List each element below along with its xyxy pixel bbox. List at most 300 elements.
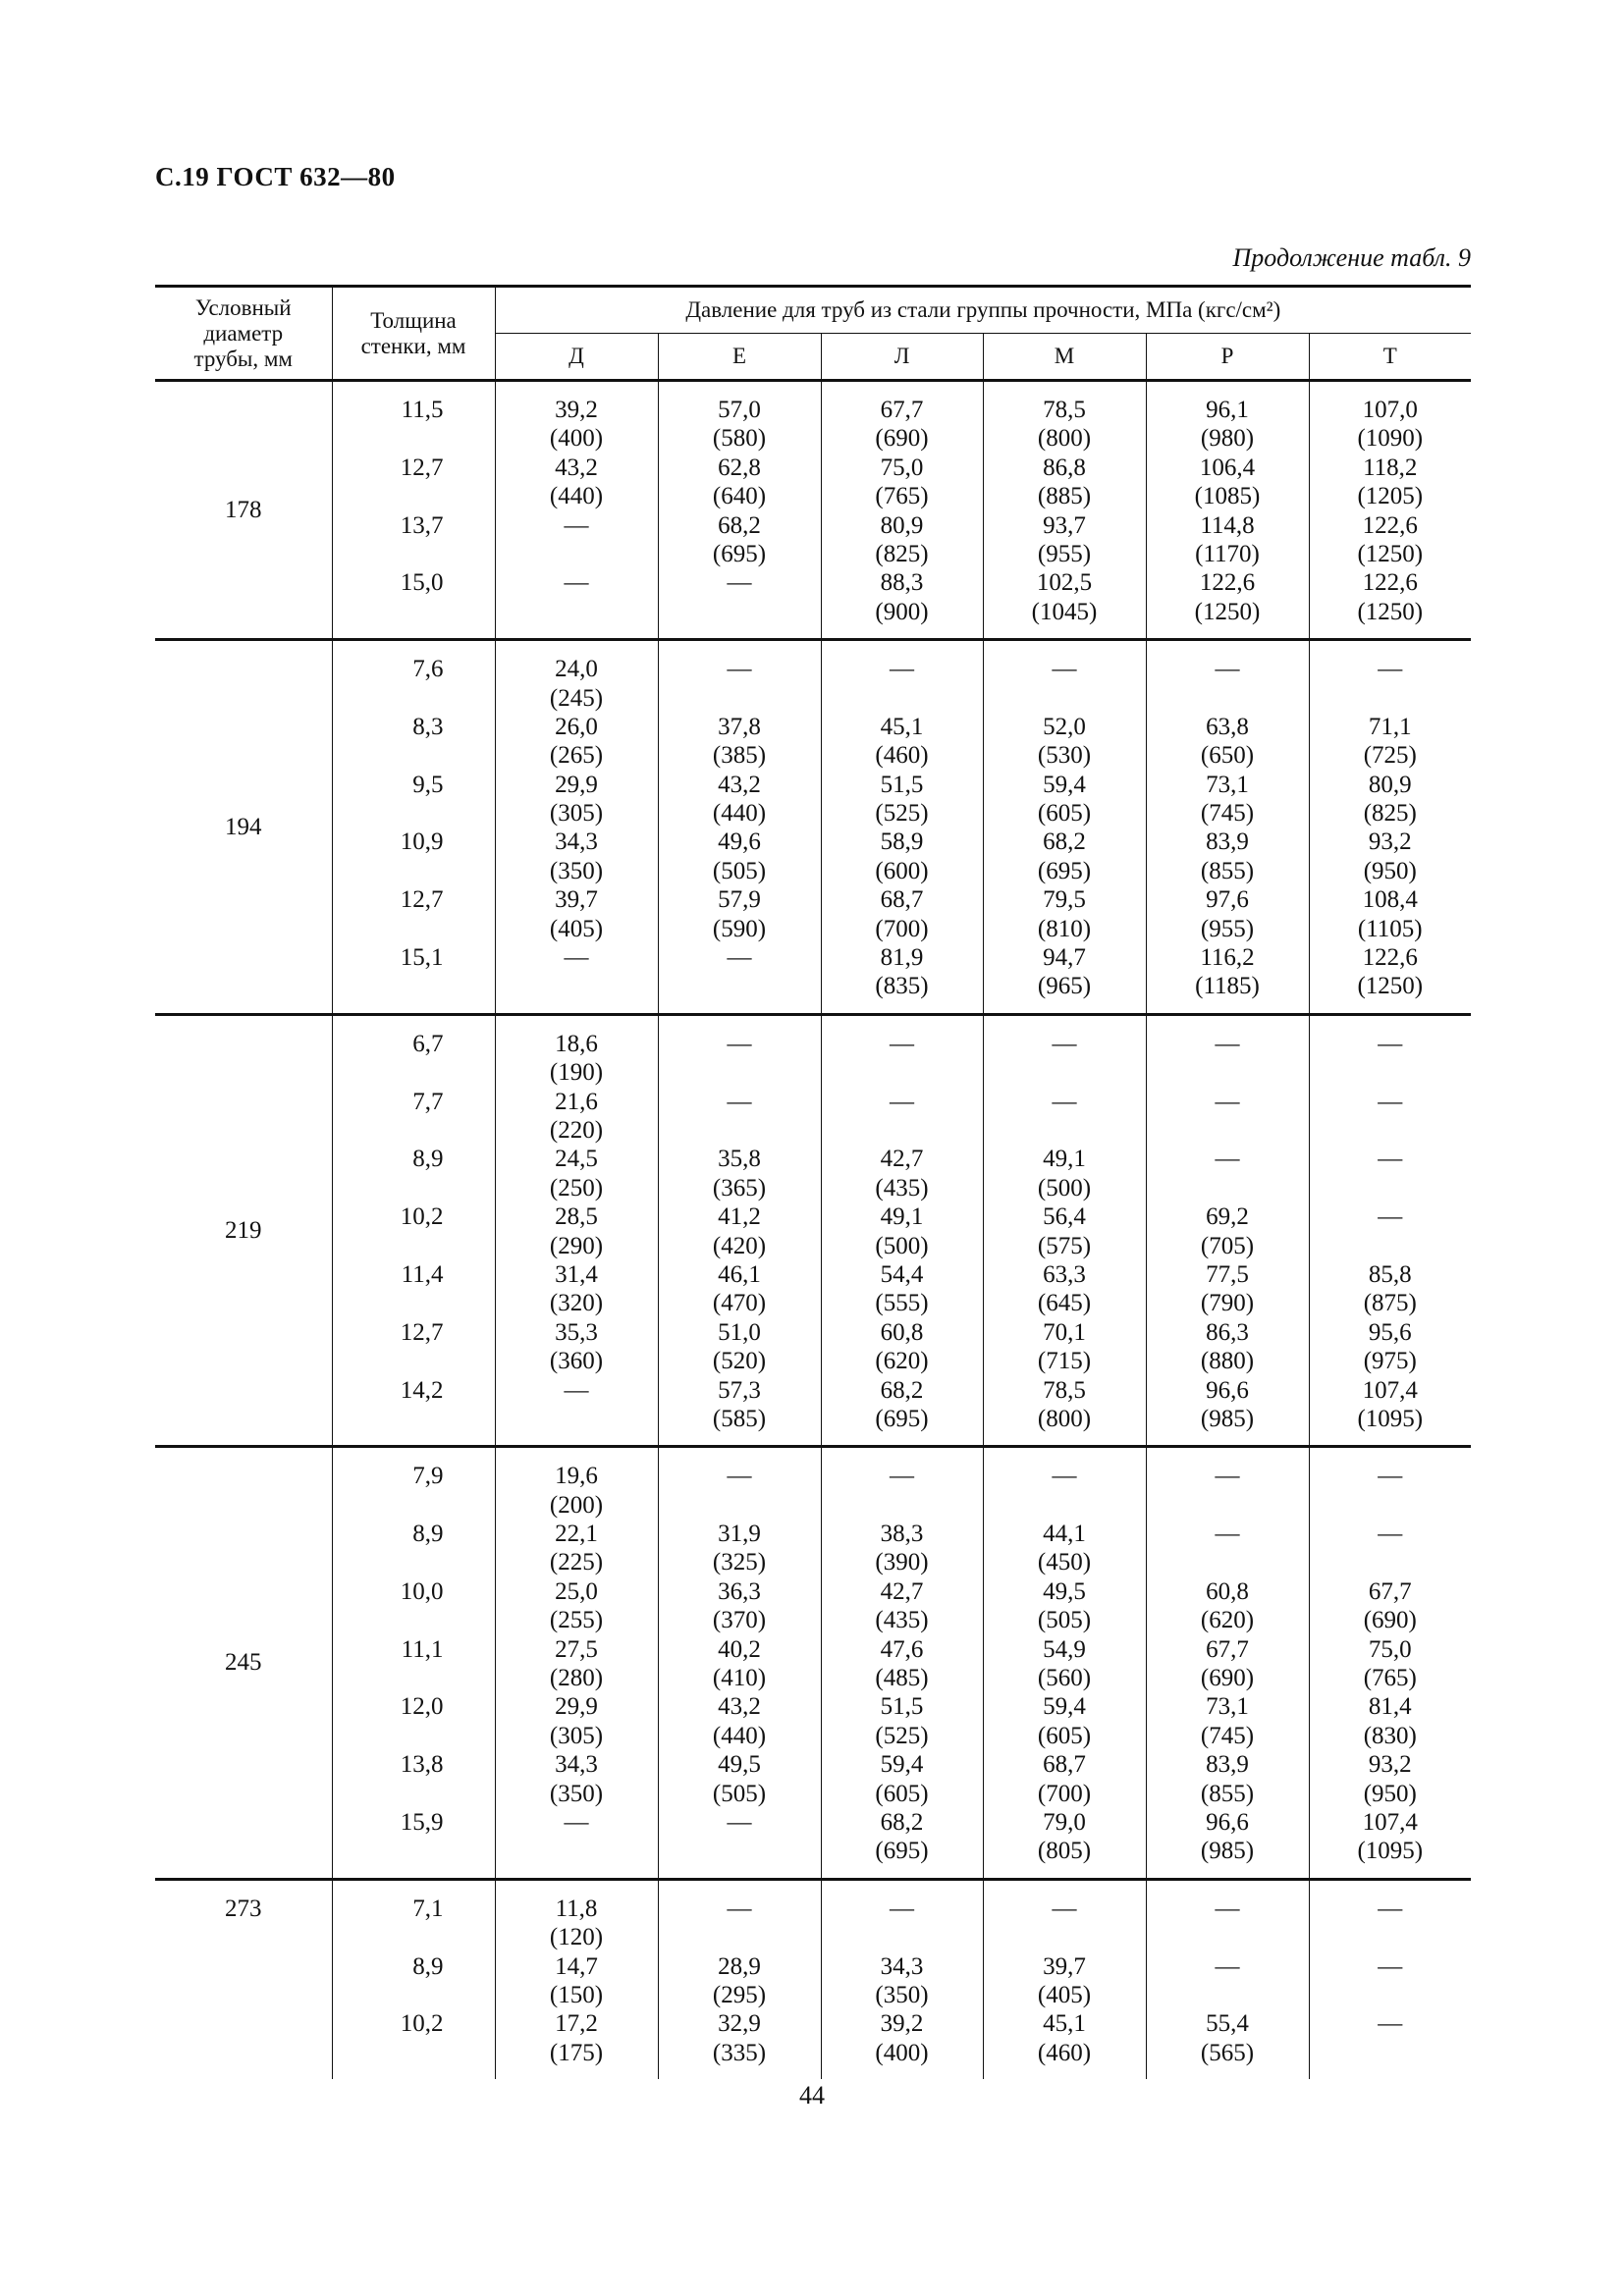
pressure-kgf: (690) — [875, 425, 929, 453]
pressure-mpa: — — [1215, 1088, 1240, 1115]
pressure-kgf: (1095) — [1357, 1838, 1424, 1865]
pressure-mpa: 71,1 — [1368, 713, 1412, 740]
pressure-cell — [821, 640, 983, 1015]
thickness-value: 7,1 — [412, 1895, 444, 1922]
pressure-kgf: (405) — [1037, 1981, 1092, 2008]
pressure-kgf — [1147, 1923, 1309, 1951]
pressure-mpa: — — [1378, 1203, 1403, 1231]
pressure-kgf — [1147, 1116, 1309, 1145]
pressure-mpa: 51,5 — [880, 1693, 924, 1721]
pressure-kgf: (250) — [549, 1174, 604, 1201]
pressure-mpa: 107,4 — [1362, 1376, 1418, 1404]
pressure-kgf — [659, 1923, 821, 1951]
pressure-mpa: 96,1 — [1206, 397, 1249, 423]
pressure-mpa: 85,8 — [1368, 1260, 1412, 1288]
pressure-mpa: 83,9 — [1206, 828, 1249, 856]
pressure-kgf: (695) — [1037, 857, 1092, 884]
pressure-kgf — [659, 684, 821, 713]
pressure-mpa: 28,9 — [718, 1952, 761, 1980]
spacer — [333, 1405, 444, 1433]
spacer — [333, 1837, 444, 1865]
pressure-kgf: (695) — [712, 540, 767, 567]
pressure-kgf: (745) — [1200, 1722, 1255, 1749]
pressure-mpa: 78,5 — [1043, 1376, 1086, 1404]
pressure-kgf — [659, 1058, 821, 1087]
pressure-mpa: 114,8 — [1200, 511, 1255, 539]
thickness-value: 8,9 — [412, 1146, 444, 1173]
diameter-cell: 273 — [155, 1879, 332, 2079]
pressure-mpa: 29,9 — [555, 771, 598, 798]
table-row — [155, 1447, 1471, 1879]
pressure-mpa: — — [1052, 1030, 1077, 1057]
pressure-kgf: (505) — [712, 1780, 767, 1807]
pressure-mpa: 34,3 — [880, 1952, 924, 1980]
spacer — [333, 1289, 444, 1317]
pressure-mpa: — — [890, 1895, 914, 1922]
pressure-mpa: — — [890, 656, 914, 683]
pressure-kgf: (705) — [1200, 1232, 1255, 1259]
pressure-kgf: (440) — [712, 800, 767, 828]
pressure-mpa: 68,2 — [718, 511, 761, 539]
pressure-kgf: (575) — [1037, 1232, 1092, 1259]
pressure-kgf: (985) — [1200, 1838, 1255, 1865]
pressure-mpa: 86,8 — [1043, 454, 1086, 481]
pressure-kgf: (605) — [1037, 800, 1092, 828]
pressure-kgf: (825) — [1363, 800, 1417, 828]
pressure-mpa: 36,3 — [718, 1577, 761, 1605]
pressure-mpa: 39,2 — [880, 2010, 924, 2038]
pressure-cell — [658, 640, 821, 1015]
pressure-mpa: 118,2 — [1363, 454, 1418, 481]
pressure-mpa: 67,7 — [1368, 1577, 1412, 1605]
pressure-mpa: 43,2 — [718, 1693, 761, 1721]
pressure-kgf: (305) — [549, 800, 604, 828]
pressure-kgf: (900) — [875, 598, 929, 625]
thickness-value: 12,7 — [400, 1318, 444, 1346]
pressure-kgf — [659, 1491, 821, 1520]
pressure-cell — [1309, 381, 1471, 640]
pressure-kgf: (1250) — [1357, 598, 1424, 625]
diameter-group — [155, 1879, 1471, 2079]
pressure-kgf: (350) — [875, 1981, 929, 2008]
thickness-value: 10,2 — [400, 1203, 444, 1231]
pressure-mpa: — — [727, 656, 752, 683]
spacer — [333, 598, 444, 626]
table-row — [155, 1014, 1471, 1446]
pressure-kgf — [1310, 1491, 1472, 1520]
pressure-cell — [1146, 1879, 1309, 2079]
pressure-kgf: (830) — [1363, 1722, 1417, 1749]
pressure-kgf — [1147, 1981, 1309, 2009]
spacer — [333, 1548, 444, 1576]
pressure-mpa: 83,9 — [1206, 1751, 1249, 1779]
pressure-kgf: (1205) — [1357, 483, 1424, 510]
pressure-kgf: (950) — [1363, 1780, 1417, 1807]
pressure-mpa: 73,1 — [1206, 771, 1249, 798]
pressure-mpa: — — [1378, 1088, 1403, 1115]
pressure-kgf: (360) — [549, 1348, 604, 1375]
pressure-mpa: — — [564, 1808, 589, 1836]
pressure-cell — [983, 1879, 1146, 2079]
pressure-kgf: (440) — [549, 483, 604, 510]
pressure-kgf: (400) — [549, 425, 604, 453]
diameter-group — [155, 381, 1471, 640]
pressure-mpa: — — [564, 1376, 589, 1404]
pressure-mpa: — — [1378, 2010, 1403, 2038]
pressure-mpa: — — [1378, 656, 1403, 683]
pressure-kgf: (485) — [875, 1665, 929, 1692]
pressure-kgf: (765) — [875, 483, 929, 510]
pressure-kgf — [496, 972, 658, 1000]
pressure-mpa: 68,7 — [1043, 1751, 1086, 1779]
pressure-mpa: 11,8 — [555, 1895, 598, 1922]
pressure-mpa: 51,0 — [718, 1318, 761, 1346]
pressure-kgf: (800) — [1037, 1405, 1092, 1432]
spacer — [333, 1116, 444, 1145]
pressure-cell — [821, 1879, 983, 2079]
pressure-kgf: (560) — [1037, 1665, 1092, 1692]
pressure-mpa: 56,4 — [1043, 1203, 1086, 1231]
pressure-kgf: (1170) — [1195, 540, 1260, 567]
pressure-mpa: 122,6 — [1362, 569, 1418, 597]
thickness-cell — [332, 640, 495, 1015]
pressure-mpa: — — [1378, 1463, 1403, 1490]
pressure-kgf — [822, 684, 983, 713]
header-grade: Т — [1382, 344, 1397, 368]
pressure-kgf: (695) — [875, 1405, 929, 1432]
pressure-kgf — [822, 1923, 983, 1951]
pressure-mpa: 88,3 — [880, 569, 924, 597]
pressure-kgf: (525) — [875, 1722, 929, 1749]
pressure-mpa: 46,1 — [718, 1260, 761, 1288]
pressure-kgf: (1185) — [1195, 973, 1260, 1000]
pressure-mpa: 39,2 — [555, 397, 598, 423]
spacer — [333, 1981, 444, 2009]
pressure-kgf: (700) — [1037, 1780, 1092, 1807]
pressure-mpa: 67,7 — [880, 397, 924, 423]
pressure-mpa: 24,5 — [555, 1146, 598, 1173]
pressure-mpa: 25,0 — [555, 1577, 598, 1605]
pressure-kgf: (385) — [712, 742, 767, 770]
pressure-mpa: 49,5 — [718, 1751, 761, 1779]
spacer — [333, 857, 444, 885]
pressure-mpa: — — [1378, 1146, 1403, 1173]
pressure-mpa: 68,2 — [880, 1376, 924, 1404]
pressure-mpa: 75,0 — [880, 454, 924, 481]
pressure-kgf: (580) — [712, 425, 767, 453]
thickness-value: 11,1 — [401, 1635, 444, 1663]
pressure-mpa: 59,4 — [1043, 771, 1086, 798]
diameter-cell: 219 — [155, 1014, 332, 1446]
table-continuation-note: Продолжение табл. 9 — [1232, 243, 1471, 272]
pressure-cell — [495, 1014, 658, 1446]
pressure-kgf: (565) — [1200, 2039, 1255, 2066]
pressure-kgf — [984, 1923, 1146, 1951]
pressure-mpa: 93,2 — [1368, 828, 1412, 856]
spacer — [333, 482, 444, 510]
pressure-mpa: 122,6 — [1362, 511, 1418, 539]
pressure-mpa: 49,1 — [880, 1203, 924, 1231]
pressure-kgf: (620) — [875, 1348, 929, 1375]
thickness-value: 10,9 — [400, 828, 444, 856]
pressure-cell — [495, 381, 658, 640]
pressure-kgf: (435) — [875, 1607, 929, 1634]
pressure-kgf: (835) — [875, 973, 929, 1000]
pressure-kgf — [1310, 1232, 1472, 1260]
pressure-mpa: 43,2 — [718, 771, 761, 798]
pressure-mpa: 81,9 — [880, 944, 924, 972]
header-pressure: Давление для труб из стали группы прочности, МПа (кгс/см²) — [495, 287, 1471, 334]
pressure-mpa: 63,3 — [1043, 1260, 1086, 1288]
pressure-mpa: — — [1215, 1952, 1240, 1980]
pressure-mpa: 60,8 — [880, 1318, 924, 1346]
pressure-kgf: (225) — [549, 1549, 604, 1576]
pressure-mpa: — — [1052, 1088, 1077, 1115]
spacer — [333, 540, 444, 568]
diameter-cell: 245 — [155, 1447, 332, 1879]
pressure-kgf — [496, 1405, 658, 1433]
thickness-value: 6,7 — [412, 1030, 444, 1057]
pressure-cell — [983, 1014, 1146, 1446]
pressure-kgf — [659, 598, 821, 626]
pressure-mpa: 60,8 — [1206, 1577, 1249, 1605]
pressure-mpa: 18,6 — [555, 1030, 598, 1057]
pressure-mpa: 59,4 — [1043, 1693, 1086, 1721]
pressure-mpa: 26,0 — [555, 713, 598, 740]
pressure-mpa: 49,5 — [1043, 1577, 1086, 1605]
thickness-value: 8,3 — [412, 713, 444, 740]
spacer — [333, 799, 444, 828]
spacer — [333, 1722, 444, 1750]
pressure-kgf: (715) — [1037, 1348, 1092, 1375]
pressure-mpa: 73,1 — [1206, 1693, 1249, 1721]
pressure-kgf — [822, 1491, 983, 1520]
pressure-kgf: (245) — [549, 684, 604, 712]
pressure-mpa: 70,1 — [1043, 1318, 1086, 1346]
pressure-kgf: (825) — [875, 540, 929, 567]
pressure-mpa: 79,0 — [1043, 1808, 1086, 1836]
pressure-mpa: 93,7 — [1043, 511, 1086, 539]
pressure-mpa: 80,9 — [880, 511, 924, 539]
thickness-value: 9,5 — [412, 771, 444, 798]
pressure-mpa: 39,7 — [555, 886, 598, 914]
header-grade: Е — [658, 334, 821, 381]
thickness-cell — [332, 1879, 495, 2079]
pressure-mpa: 106,4 — [1199, 454, 1256, 481]
pressure-kgf — [1147, 1058, 1309, 1087]
pressure-cell — [983, 1447, 1146, 1879]
pressure-kgf: (745) — [1200, 800, 1255, 828]
pressure-kgf: (640) — [712, 483, 767, 510]
pressure-cell — [821, 381, 983, 640]
pressure-kgf: (965) — [1037, 973, 1092, 1000]
pressure-kgf: (1095) — [1357, 1405, 1424, 1432]
thickness-value: 7,7 — [412, 1088, 444, 1115]
pressure-kgf: (790) — [1200, 1290, 1255, 1317]
pressure-mpa: 68,2 — [880, 1808, 924, 1836]
pressure-kgf — [822, 1116, 983, 1145]
pressure-mpa: 57,3 — [718, 1376, 761, 1404]
pressure-mpa: 86,3 — [1206, 1318, 1249, 1346]
pressure-mpa: — — [1378, 1030, 1403, 1057]
pressure-cell — [1309, 1879, 1471, 2079]
pressure-mpa: 59,4 — [880, 1751, 924, 1779]
pressure-mpa: 28,5 — [555, 1203, 598, 1231]
pressure-mpa: — — [1378, 1952, 1403, 1980]
pressure-mpa: — — [727, 1808, 752, 1836]
pressure-kgf: (620) — [1200, 1607, 1255, 1634]
pressure-mpa: 75,0 — [1368, 1635, 1412, 1663]
pressure-mpa: 54,4 — [880, 1260, 924, 1288]
thickness-value: 11,4 — [401, 1260, 444, 1288]
pressure-kgf: (1045) — [1031, 598, 1098, 625]
pressure-kgf: (335) — [712, 2039, 767, 2066]
pressure-kgf: (500) — [875, 1232, 929, 1259]
page-title: С.19 ГОСТ 632—80 — [155, 162, 396, 191]
pressure-table — [155, 285, 1471, 2079]
pressure-kgf: (505) — [712, 857, 767, 884]
spacer — [333, 1606, 444, 1634]
pressure-mpa: 77,5 — [1206, 1260, 1249, 1288]
pressure-kgf: (305) — [549, 1722, 604, 1749]
pressure-mpa: 55,4 — [1206, 2010, 1249, 2038]
pressure-cell — [983, 640, 1146, 1015]
pressure-kgf: (1250) — [1194, 598, 1261, 625]
pressure-mpa: 97,6 — [1206, 886, 1249, 914]
pressure-kgf: (405) — [549, 915, 604, 942]
pressure-kgf: (200) — [549, 1491, 604, 1519]
thickness-value: 12,7 — [400, 454, 444, 481]
pressure-kgf — [1147, 1491, 1309, 1520]
pressure-mpa: 39,7 — [1043, 1952, 1086, 1980]
page-number: 44 — [799, 2081, 825, 2109]
pressure-kgf: (700) — [875, 915, 929, 942]
pressure-kgf: (585) — [712, 1405, 767, 1432]
pressure-kgf: (975) — [1363, 1348, 1417, 1375]
pressure-mpa: 31,9 — [718, 1521, 761, 1548]
pressure-kgf: (450) — [1037, 1549, 1092, 1576]
pressure-mpa: 29,9 — [555, 1693, 598, 1721]
pressure-kgf: (220) — [549, 1116, 604, 1144]
pressure-mpa: 35,8 — [718, 1146, 761, 1173]
spacer — [333, 915, 444, 943]
pressure-kgf: (255) — [549, 1607, 604, 1634]
pressure-kgf — [1310, 1116, 1472, 1145]
pressure-mpa: 122,6 — [1199, 569, 1256, 597]
pressure-kgf: (690) — [1200, 1665, 1255, 1692]
pressure-cell — [1309, 1447, 1471, 1879]
pressure-cell — [1309, 1014, 1471, 1446]
pressure-kgf: (810) — [1037, 915, 1092, 942]
header-grade: Р — [1146, 334, 1309, 381]
pressure-kgf: (350) — [549, 1780, 604, 1807]
pressure-mpa: 34,3 — [555, 828, 598, 856]
pressure-mpa: 37,8 — [718, 713, 761, 740]
pressure-mpa: — — [1215, 656, 1240, 683]
pressure-kgf — [659, 972, 821, 1000]
pressure-mpa: — — [727, 1030, 752, 1057]
pressure-mpa: 32,9 — [718, 2010, 761, 2038]
pressure-kgf — [984, 1491, 1146, 1520]
pressure-mpa: 43,2 — [555, 454, 598, 481]
pressure-kgf — [496, 1837, 658, 1865]
pressure-kgf: (800) — [1037, 425, 1092, 453]
pressure-mpa: — — [727, 1463, 752, 1490]
thickness-value: 15,9 — [400, 1808, 444, 1836]
pressure-kgf: (980) — [1200, 425, 1255, 453]
pressure-mpa: 96,6 — [1206, 1808, 1249, 1836]
pressure-mpa: 21,6 — [555, 1088, 598, 1115]
pressure-kgf: (525) — [875, 800, 929, 828]
pressure-mpa: — — [1215, 1521, 1240, 1548]
pressure-cell — [1146, 1447, 1309, 1879]
pressure-mpa: 95,6 — [1368, 1318, 1412, 1346]
pressure-kgf — [822, 1058, 983, 1087]
pressure-kgf: (855) — [1200, 857, 1255, 884]
pressure-mpa: 108,4 — [1362, 886, 1418, 914]
pressure-kgf — [496, 598, 658, 626]
table-row — [155, 640, 1471, 1015]
diameter-group — [155, 1447, 1471, 1879]
pressure-kgf: (1090) — [1357, 425, 1424, 453]
spacer — [333, 1491, 444, 1520]
diameter-group — [155, 1014, 1471, 1446]
pressure-kgf: (985) — [1200, 1405, 1255, 1432]
pressure-mpa: 41,2 — [718, 1203, 761, 1231]
pressure-mpa: — — [1378, 1521, 1403, 1548]
pressure-kgf — [1310, 1981, 1472, 2009]
pressure-kgf: (555) — [875, 1290, 929, 1317]
pressure-mpa: 58,9 — [880, 828, 924, 856]
pressure-kgf: (150) — [549, 1981, 604, 2008]
pressure-kgf: (350) — [549, 857, 604, 884]
pressure-kgf: (435) — [875, 1174, 929, 1201]
pressure-kgf: (410) — [712, 1665, 767, 1692]
pressure-mpa: — — [890, 1463, 914, 1490]
pressure-cell — [658, 381, 821, 640]
pressure-mpa: — — [727, 569, 752, 597]
pressure-cell — [495, 1447, 658, 1879]
pressure-mpa: 68,2 — [1043, 828, 1086, 856]
spacer — [333, 1664, 444, 1692]
pressure-mpa: 80,9 — [1368, 771, 1412, 798]
pressure-mpa: 45,1 — [1043, 2010, 1086, 2038]
pressure-mpa: 35,3 — [555, 1318, 598, 1346]
pressure-kgf — [1147, 1174, 1309, 1202]
pressure-mpa: — — [890, 1088, 914, 1115]
spacer — [333, 2039, 444, 2067]
pressure-cell — [495, 1879, 658, 2079]
pressure-mpa: — — [727, 1895, 752, 1922]
pressure-kgf: (855) — [1200, 1780, 1255, 1807]
thickness-value: 11,5 — [401, 397, 444, 423]
pressure-mpa: — — [1052, 1463, 1077, 1490]
pressure-mpa: 107,4 — [1362, 1808, 1418, 1836]
pressure-kgf: (1085) — [1194, 483, 1261, 510]
diameter-cell: 194 — [155, 640, 332, 1015]
pressure-kgf: (880) — [1200, 1348, 1255, 1375]
pressure-cell — [495, 640, 658, 1015]
pressure-kgf — [1310, 1174, 1472, 1202]
pressure-kgf: (440) — [712, 1722, 767, 1749]
pressure-kgf: (1250) — [1357, 540, 1424, 567]
pressure-mpa: — — [727, 1088, 752, 1115]
pressure-cell — [1146, 640, 1309, 1015]
pressure-kgf: (190) — [549, 1059, 604, 1087]
pressure-mpa: 116,2 — [1200, 944, 1255, 972]
pressure-mpa: — — [890, 1030, 914, 1057]
thickness-value: 8,9 — [412, 1952, 444, 1980]
